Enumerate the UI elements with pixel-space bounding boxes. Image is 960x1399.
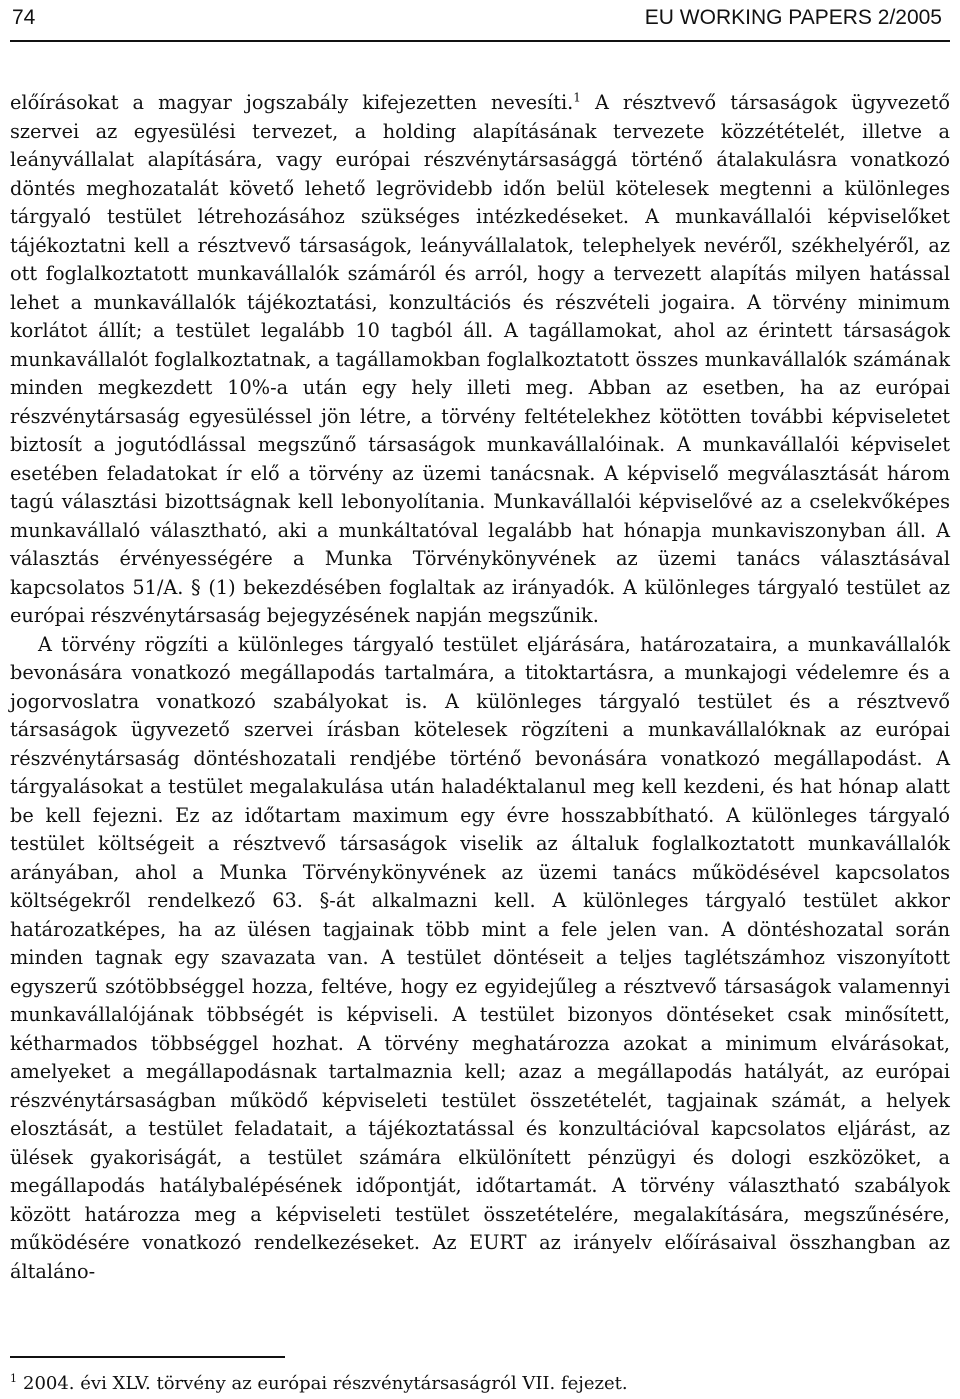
- page-number: 74: [12, 6, 36, 29]
- paragraph-text: előírásokat a magyar jogszabály kifejezetten nevesíti.: [10, 91, 574, 114]
- body-text: [10, 89, 950, 1286]
- footnote-separator: [10, 1356, 285, 1358]
- running-header: [10, 0, 950, 42]
- paragraph: [10, 89, 950, 631]
- paragraph: A törvény rögzíti a különleges tárgyaló testület eljárására, határozataira, a munkavállalók bevonására vonatkozó megállapodás tartalmára, a titoktartásra, a munkajogi védelemre és a jogorvoslatra vonatkozó szabályokat is. A különleges tárgyaló testület és a résztvevő társaságok ügyvezető szervei írásban kötelesek rögzíteni a munkavállalóknak az európai részvénytársaság döntéshozatali rendjébe történő bevonására vonatkozó megállapodást. A tárgyalásokat a testület megalakulása után haladéktalanul meg kell kezdeni, és hat hónap alatt be kell fejezni. Ez az időtartam maximum egy évre hosszabbítható. A különleges tárgyaló testület költségeit a résztvevő társaságok viselik az általuk foglalkoztatott munkavállalók arányában, ahol a Munka Törvénykönyvének az üzemi tanács működésével kapcsolatos költségekről rendelkező 63. §-át alkalmazni kell. A különleges tárgyaló testület akkor határozatképes, ha az ülésen tagjainak több mint a fele jelen van. A döntéshozatal során minden tagnak egy szavazata van. A testület döntéseit a teljes taglétszámhoz viszonyított egyszerű szótöbbséggel hozza, feltéve, hogy ez egyidejűleg a résztvevő társaságok valamennyi munkavállalójának többségét is képviseli. A testület bizonyos döntéseket csak minősített, kétharmados többséggel hozhat. A törvény meghatározza azokat a minimum elvárásokat, amelyeket a megállapodásnak tartalmaznia kell; azaz a megállapodás hatályát, az európai részvénytársaságban működő képviseleti testület összetételét, tagjainak számát, a helyek elosztását, a testület feladatait, a tájékoztatással és konzultációval kapcsolatos eljárást, az ülések gyakoriságát, a testület számára elkülönített pénzügyi és dologi eszközöket, a megállapodás hatálybalépésének időpontját, időtartamát. A törvény választható szabályok között határozza meg a képviseleti testület összetételére, megalakítására, megszűnésére, működésére vonatkozó rendelkezéseket. Az EURT az irányelv előírásaival összhangban az általáno-: [10, 632, 950, 1283]
- footnote: [10, 1373, 950, 1395]
- footnote-reference: 1: [573, 90, 581, 105]
- footnote-text: 2004. évi XLV. törvény az európai részvénytársaságról VII. fejezet.: [23, 1373, 628, 1394]
- footnote-marker: 1: [10, 1372, 17, 1385]
- paragraph-text: A résztvevő társaságok ügyvezető szervei az egyesülési tervezet, a holding alapításának tervezete közzétételét, illetve a leányvállalat alapítására, vagy európai részvénytársasággá történő átalakulásra vonatkozó döntés meghozatalát követő lehető legrövidebb időn belül kötelesek megtenni a különleges tárgyaló testület létrehozásához szükséges intézkedéseket. A munkavállalói képviselőket tájékoztatni kell a résztvevő társaságok, leányvállalatok, telephelyek nevéről, székhelyéről, az ott foglalkoztatott munkavállalók számáról és arról, hogy a tervezett alapítás milyen hatással lehet a munkavállalók tájékoztatási, konzultációs és részvételi jogaira. A törvény minimum korlátot állít; a testület legalább 10 tagból áll. A tagállamokat, ahol az érintett társaságok munkavállalót foglalkoztatnak, a tagállamokban foglalkoztatott összes munkavállalók számának minden megkezdett 10%-a után egy hely illeti meg. Abban az esetben, ha az európai részvénytársaság egyesüléssel jön létre, a törvény feltételekhez kötötten további képviseletet biztosít a jogutódlással megszűnő társaságok munkavállalóinak. A munkavállalói képviselet esetében feladatokat ír elő a törvény az üzemi tanácsnak. A képviselő megválasztását három tagú választási bizottságnak kell lebonyolítania. Munkavállalói képviselővé az a cselekvőképes munkavállaló választható, aki a munkáltatóval legalább hat hónapja munkaviszonyban áll. A választás érvényességére a Munka Törvénykönyvének az üzemi tanács választásával kapcsolatos 51/A. § (1) bekezdésében foglaltak az irányadók. A különleges tárgyaló testület az európai részvénytársaság bejegyzésének napján megszűnik.: [10, 91, 950, 627]
- series-title: EU WORKING PAPERS 2/2005: [644, 6, 942, 29]
